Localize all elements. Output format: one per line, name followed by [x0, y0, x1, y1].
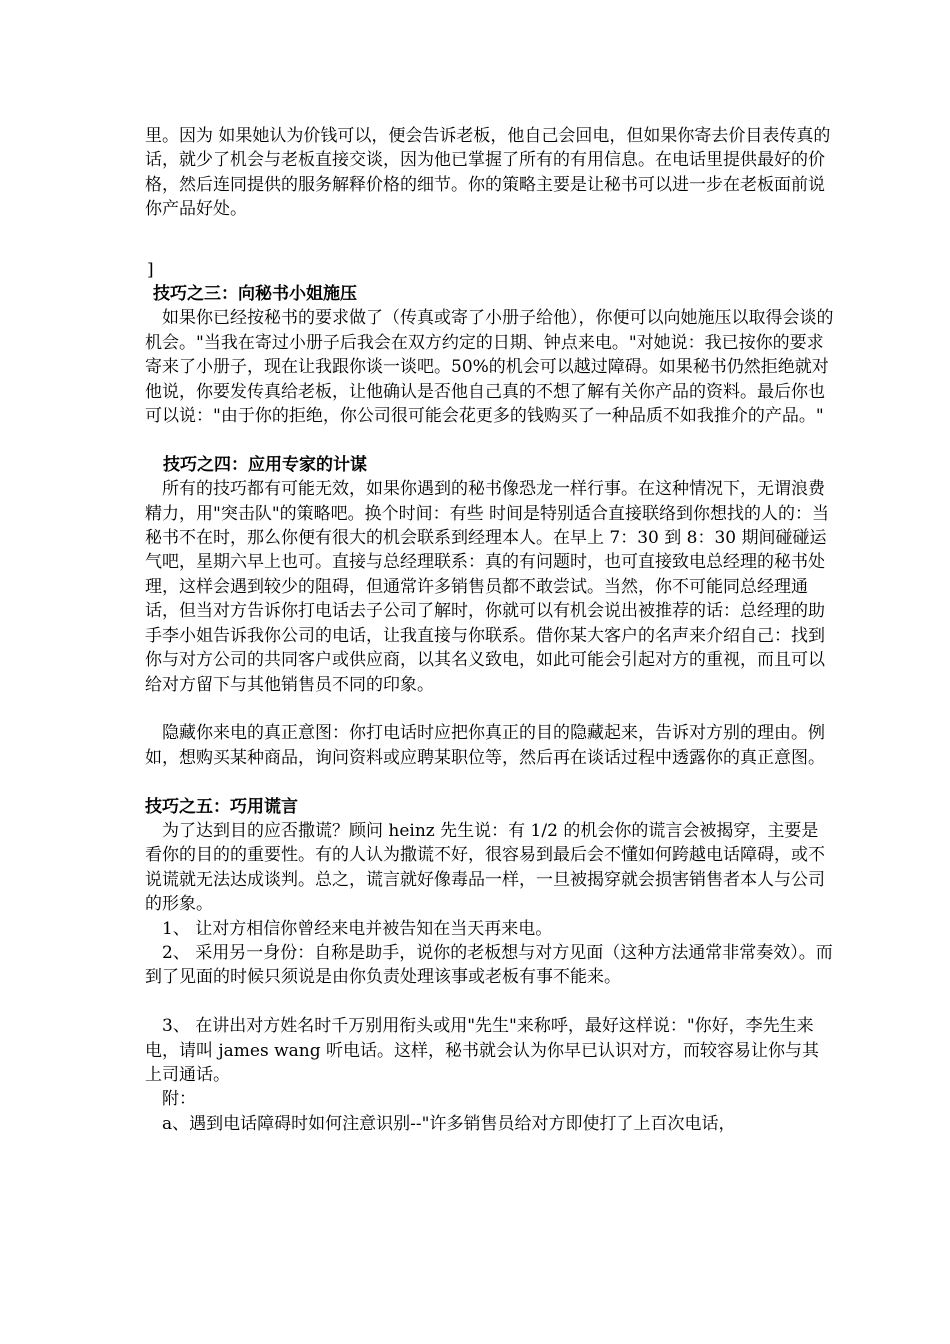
tip5-heading: 技巧之五：巧用谎言	[145, 796, 298, 817]
tip4-body: 所有的技巧都有可能无效，如果你遇到的秘书像恐龙一样行事。在这种情况下，无谓浪费精力，用"突击队"的策略吧。换个时间：有些 时间是特别适合直接联络到你想找的人的：当秘书不在时，那么你便有很大的机会联系到经理本人。在早上 7：30 到 8：30 期间碰碰运气吧，星期六早上也可。直接与总经理联系：真的有问题时，也可直接致电总经理的秘书处理，这样会遇到较少的阻碍，但通常许多销售员都不敢尝试。当然，你不可能同总经理通话，但当对方告诉你打电话去子公司了解时，你就可以有机会说出被推荐的话：总经理的助手李小姐告诉我你公司的电话，让我直接与你联系。借你某大客户的名声来介绍自己：找到你与对方公司的共同客户或供应商，以其名义致电，如此可能会引起对方的重视，而且可以给对方留下与其他销售员不同的印象。	[145, 479, 830, 695]
appendix-item-a: a、遇到电话障碍时如何注意识别--"许多销售员给对方即使打了上百次电话，	[162, 1113, 736, 1134]
tip5-item-1: 1、 让对方相信你曾经来电并被告知在当天再来电。	[162, 918, 553, 939]
spacer	[145, 697, 835, 721]
stray-bracket: ]	[147, 259, 154, 280]
spacer	[145, 428, 835, 452]
tip5-item-2: 2、 采用另一身份：自称是助手，说你的老板想与对方见面（这种方法通常非常奏效）。而到了见面的时候只须说是由你负责处理该事或老板有事不能来。	[145, 942, 833, 988]
tip4-heading: 技巧之四：应用专家的计谋	[163, 454, 367, 475]
tip3-heading: 技巧之三：向秘书小姐施压	[153, 284, 357, 305]
tip4-body-hidden-intent: 隐藏你来电的真正意图：你打电话时应把你真正的目的隐藏起来，告诉对方别的理由。例如，想购买某种商品，询问资料或应聘某职位等，然后再在谈话过程中透露你的真正意图。	[145, 723, 825, 768]
tip5-body: 为了达到目的应否撒谎？顾问 heinz 先生说：有 1/2 的机会你的谎言会被揭穿，主要是看你的目的的重要性。有的人认为撒谎不好，很容易到最后会不懂如何跨越电话障碍，或不说谎就无法达成谈判。总之，谎言就好像毒品一样，一旦被揭穿就会损害销售者本人与公司的形象。	[145, 820, 825, 915]
spacer	[145, 222, 835, 258]
spacer	[145, 990, 835, 1014]
appendix-label: 附：	[162, 1089, 196, 1110]
tip5-item-3: 3、 在讲出对方姓名时千万别用衔头或用"先生"来称呼，最好这样说："你好，李先生来电，请叫 james wang 听电话。这样，秘书就会认为你早已认识对方，而较容易让你与其上司通话。	[145, 1016, 820, 1085]
intro-paragraph: 里。因为 如果她认为价钱可以，便会告诉老板，他自己会回电，但如果你寄去价目表传真的话，就少了机会与老板直接交谈，因为他已掌握了所有的有用信息。在电话里提供最好的价格，然后连同提供的服务解释价格的细节。你的策略主要是让秘书可以进一步在老板面前说你产品好处。	[145, 126, 831, 220]
spacer	[145, 770, 835, 794]
tip3-body: 如果你已经按秘书的要求做了（传真或寄了小册子给他），你便可以向她施压以取得会谈的机会。"当我在寄过小册子后我会在双方约定的日期、钟点来电。"对她说：我已按你的要求寄来了小册子，现在让我跟你谈一谈吧。50%的机会可以越过障碍。如果秘书仍然拒绝就对他说，你要发传真给老板，让他确认是否他自己真的不想了解有关你产品的资料。最后你也可以说："由于你的拒绝，你公司很可能会花更多的钱购买了一种品质不如我推介的产品。"	[145, 308, 834, 427]
document-body	[145, 124, 835, 1136]
